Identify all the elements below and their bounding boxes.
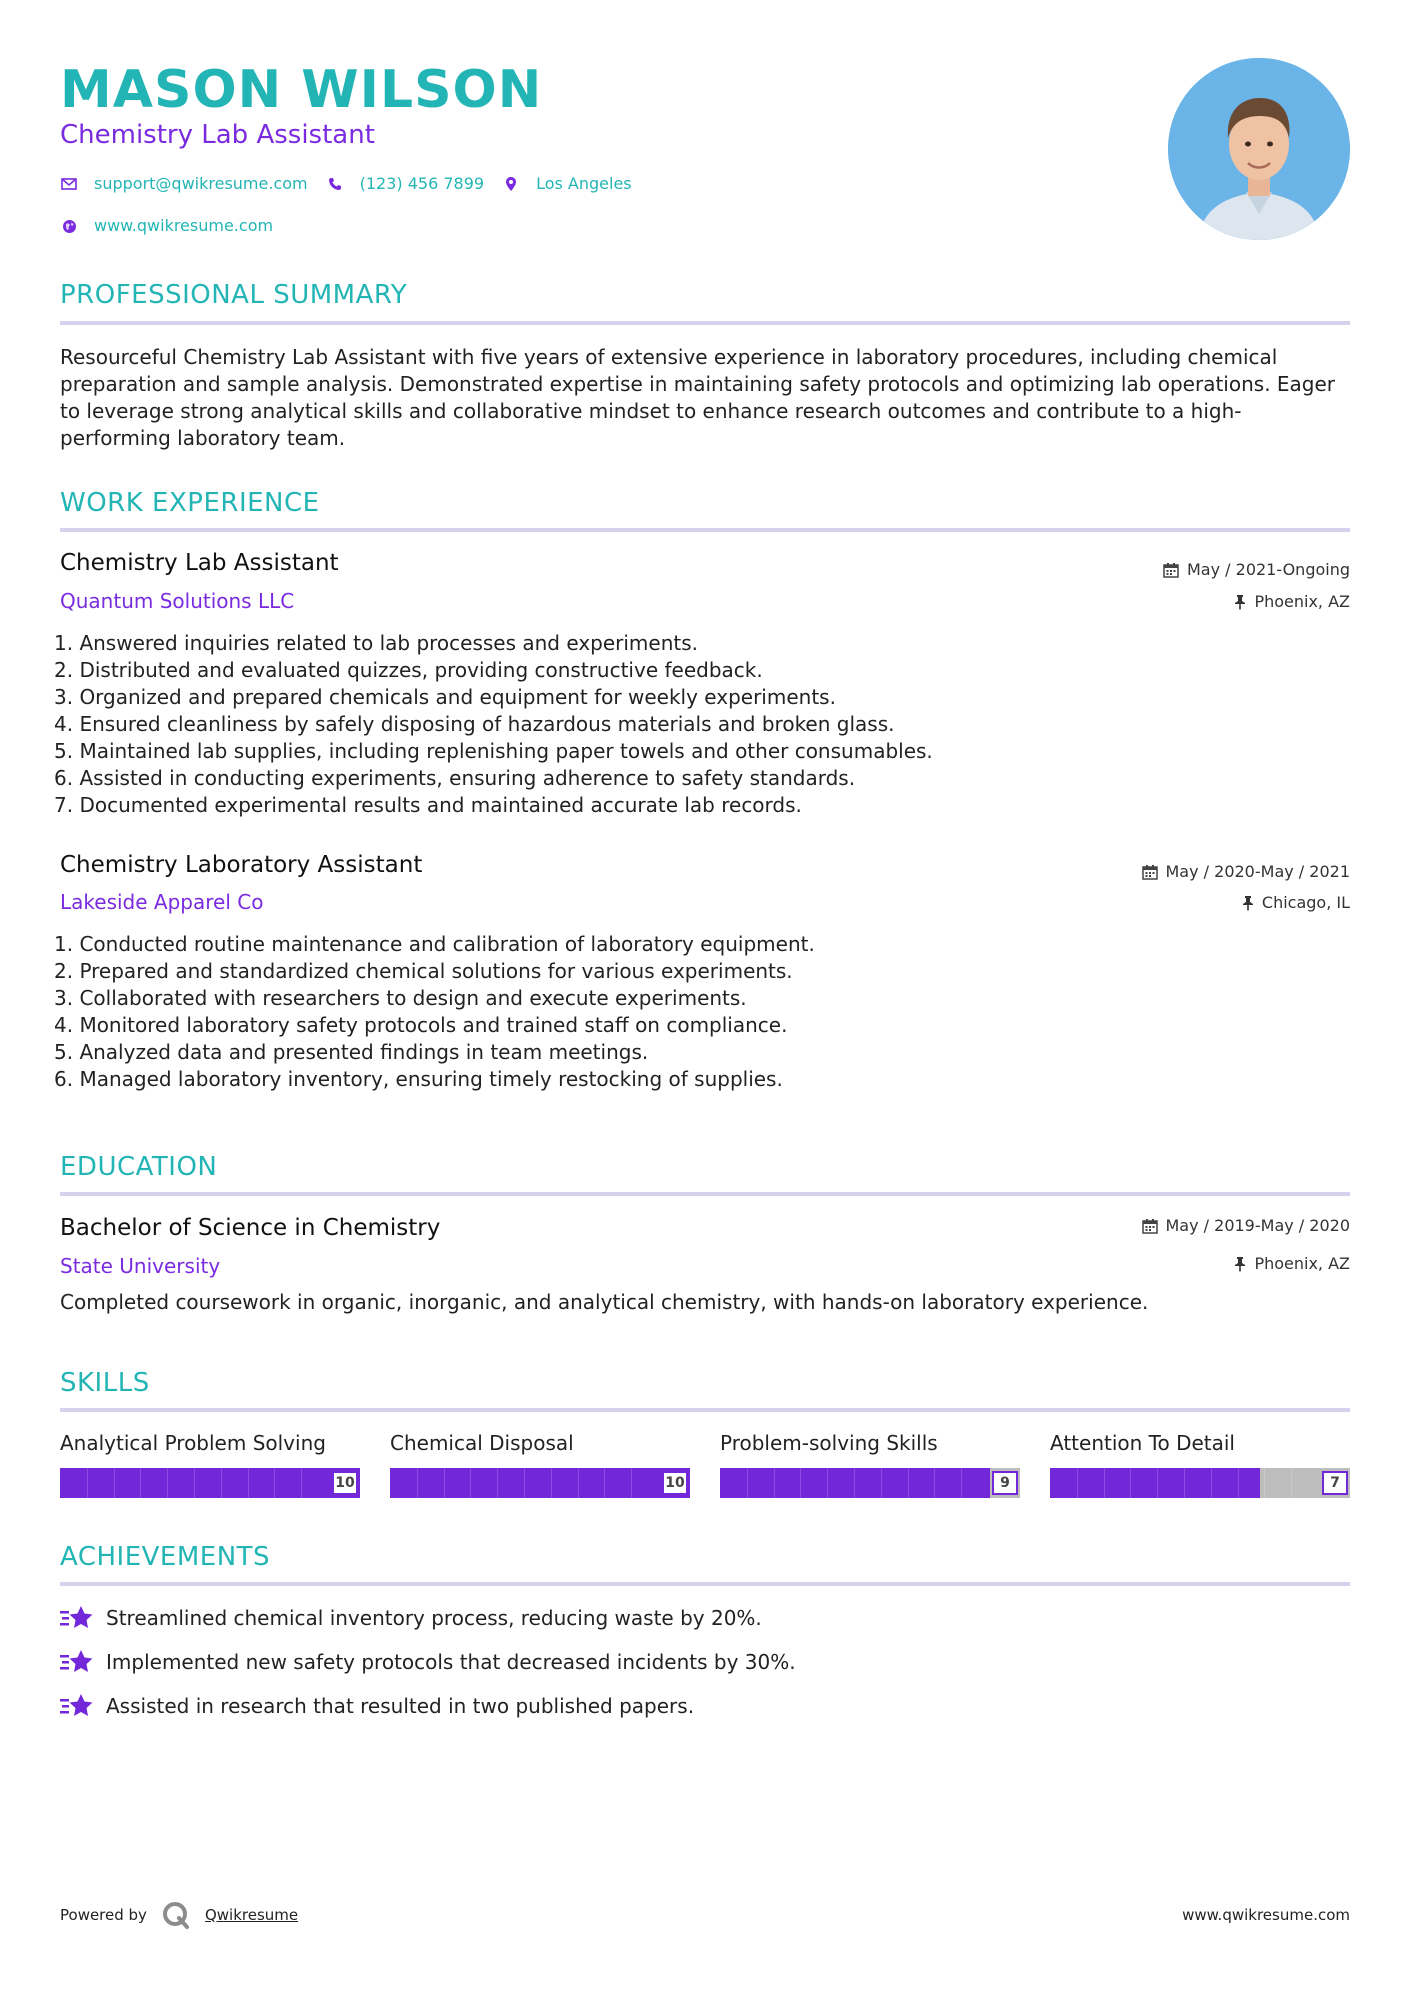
skill-bar-segment bbox=[167, 1468, 168, 1498]
skill-bar-segment bbox=[1157, 1468, 1158, 1498]
list-item: 1. Answered inquiries related to lab processes and experiments. bbox=[54, 631, 699, 655]
skills-divider bbox=[60, 1408, 1350, 1412]
achievement-text: Implemented new safety protocols that decreased incidents by 30%. bbox=[106, 1650, 796, 1674]
skills-heading: SKILLS bbox=[60, 1368, 150, 1398]
list-item: 4. Monitored laboratory safety protocols and trained staff on compliance. bbox=[54, 1013, 788, 1037]
skill-bar-segment bbox=[87, 1468, 88, 1498]
skill-bar-segment bbox=[470, 1468, 471, 1498]
skill-label: Attention To Detail bbox=[1050, 1431, 1235, 1455]
achievement-item bbox=[60, 1692, 694, 1720]
star-icon bbox=[60, 1692, 94, 1720]
job-bullets bbox=[54, 931, 1344, 1093]
footer-website-link[interactable]: www.qwikresume.com bbox=[1182, 1906, 1350, 1924]
skill-bar-segment bbox=[497, 1468, 498, 1498]
calendar-icon bbox=[1142, 1218, 1158, 1234]
globe-icon bbox=[60, 217, 78, 235]
experience-divider bbox=[60, 528, 1350, 532]
list-item: 6. Managed laboratory inventory, ensuring timely restocking of supplies. bbox=[54, 1067, 783, 1091]
contact-row-secondary bbox=[60, 215, 291, 237]
education-dates bbox=[1142, 1215, 1351, 1237]
skill-level-badge: 9 bbox=[992, 1471, 1018, 1495]
list-item: 5. Maintained lab supplies, including replenishing paper towels and other consumables. bbox=[54, 739, 933, 763]
skill-bar-segment bbox=[1264, 1468, 1265, 1498]
skill-level-badge: 10 bbox=[332, 1471, 358, 1495]
footer-powered-by bbox=[60, 1900, 298, 1930]
calendar-icon bbox=[1163, 562, 1179, 578]
envelope-icon bbox=[60, 175, 78, 193]
skill-bar-segment bbox=[417, 1468, 418, 1498]
skill-bar-segment bbox=[301, 1468, 302, 1498]
skill-bar-segment bbox=[908, 1468, 909, 1498]
job-title: Chemistry Laboratory Assistant bbox=[60, 852, 423, 878]
powered-by-label: Powered by bbox=[60, 1906, 147, 1924]
pushpin-icon bbox=[1242, 895, 1254, 911]
summary-text: Resourceful Chemistry Lab Assistant with five years of extensive experience in laboratory procedures, including chemical preparation and sample analysis. Demonstrated expertise in maintaining safety protocols and optimizing lab operations. Eager to leverage strong analytical skills and collaborative mindset to enhance research outcomes and contribute to a high-performing laboratory team. bbox=[60, 345, 1336, 450]
company-name: Lakeside Apparel Co bbox=[60, 890, 264, 914]
map-pin-icon bbox=[502, 175, 520, 193]
skill-bar-segment bbox=[1211, 1468, 1212, 1498]
location-text: Los Angeles bbox=[536, 174, 632, 193]
achievement-item bbox=[60, 1604, 762, 1632]
education-dates-text: May / 2019-May / 2020 bbox=[1165, 1216, 1350, 1235]
job-location bbox=[1234, 591, 1350, 613]
email-link[interactable]: support@qwikresume.com bbox=[94, 174, 308, 193]
list-item: 1. Conducted routine maintenance and calibration of laboratory equipment. bbox=[54, 932, 815, 956]
education-heading: EDUCATION bbox=[60, 1152, 218, 1182]
qwikresume-logo bbox=[161, 1900, 191, 1930]
education-location bbox=[1234, 1253, 1350, 1275]
company-name: Quantum Solutions LLC bbox=[60, 589, 295, 613]
summary-divider bbox=[60, 321, 1350, 325]
skill-bar-segment bbox=[1184, 1468, 1185, 1498]
skill-bar-segment bbox=[747, 1468, 748, 1498]
skill-bar-segment bbox=[140, 1468, 141, 1498]
skill-bar-segment bbox=[248, 1468, 249, 1498]
summary-heading: PROFESSIONAL SUMMARY bbox=[60, 280, 408, 310]
skill-bar-segment bbox=[1104, 1468, 1105, 1498]
skill-label: Problem-solving Skills bbox=[720, 1431, 938, 1455]
experience-heading: WORK EXPERIENCE bbox=[60, 488, 320, 518]
star-icon bbox=[60, 1648, 94, 1676]
skill-bar-segment bbox=[800, 1468, 801, 1498]
skill-bar-segment bbox=[1238, 1468, 1239, 1498]
pushpin-icon bbox=[1234, 594, 1246, 610]
skill-bar-segment bbox=[631, 1468, 632, 1498]
achievement-text: Assisted in research that resulted in two published papers. bbox=[106, 1694, 695, 1718]
skill-level-badge: 10 bbox=[662, 1471, 688, 1495]
skill-bar-segment bbox=[934, 1468, 935, 1498]
job-bullets bbox=[54, 630, 1344, 819]
calendar-icon bbox=[1142, 864, 1158, 880]
list-item: 7. Documented experimental results and maintained accurate lab records. bbox=[54, 793, 802, 817]
list-item: 2. Prepared and standardized chemical solutions for various experiments. bbox=[54, 959, 793, 983]
skill-bar bbox=[720, 1468, 1020, 1498]
skill-bar-fill bbox=[60, 1468, 360, 1498]
education-description: Completed coursework in organic, inorganic, and analytical chemistry, with hands-on laboratory experience. bbox=[60, 1290, 1149, 1314]
skill-bar bbox=[60, 1468, 360, 1498]
profile-photo bbox=[1168, 58, 1350, 240]
list-item: 6. Assisted in conducting experiments, ensuring adherence to safety standards. bbox=[54, 766, 856, 790]
phone-text[interactable]: (123) 456 7899 bbox=[359, 174, 485, 193]
job-location-text: Chicago, IL bbox=[1261, 893, 1350, 912]
skill-bar bbox=[1050, 1468, 1350, 1498]
job-dates bbox=[1142, 861, 1351, 883]
job-location bbox=[1242, 892, 1350, 914]
qwikresume-link[interactable]: Qwikresume bbox=[204, 1906, 299, 1924]
education-location-text: Phoenix, AZ bbox=[1254, 1254, 1350, 1273]
candidate-role: Chemistry Lab Assistant bbox=[60, 120, 375, 150]
skill-bar bbox=[390, 1468, 690, 1498]
achievements-divider bbox=[60, 1582, 1350, 1586]
skill-bar-segment bbox=[524, 1468, 525, 1498]
skill-bar-segment bbox=[1291, 1468, 1292, 1498]
education-divider bbox=[60, 1192, 1350, 1196]
skill-bar-segment bbox=[774, 1468, 775, 1498]
star-icon bbox=[60, 1604, 94, 1632]
skill-bar-segment bbox=[444, 1468, 445, 1498]
skill-bar-segment bbox=[194, 1468, 195, 1498]
skill-bar-segment bbox=[221, 1468, 222, 1498]
skill-bar-segment bbox=[604, 1468, 605, 1498]
candidate-name: MASON WILSON bbox=[60, 60, 543, 120]
skill-bar-segment bbox=[114, 1468, 115, 1498]
skill-bar-segment bbox=[1077, 1468, 1078, 1498]
achievement-item bbox=[60, 1648, 796, 1676]
skill-bar-fill bbox=[1050, 1468, 1260, 1498]
skill-level-badge: 7 bbox=[1322, 1471, 1348, 1495]
skill-bar-segment bbox=[827, 1468, 828, 1498]
pushpin-icon bbox=[1234, 1256, 1246, 1272]
skill-bar-segment bbox=[274, 1468, 275, 1498]
skill-bar-segment bbox=[961, 1468, 962, 1498]
list-item: 2. Distributed and evaluated quizzes, providing constructive feedback. bbox=[54, 658, 763, 682]
skill-bar-segment bbox=[854, 1468, 855, 1498]
contact-row-primary bbox=[60, 173, 650, 195]
job-dates-text: May / 2020-May / 2021 bbox=[1165, 862, 1350, 881]
job-dates bbox=[1163, 559, 1350, 581]
job-dates-text: May / 2021-Ongoing bbox=[1187, 560, 1350, 579]
school-name: State University bbox=[60, 1254, 221, 1278]
job-title: Chemistry Lab Assistant bbox=[60, 550, 339, 576]
job-location-text: Phoenix, AZ bbox=[1254, 592, 1350, 611]
phone-icon bbox=[326, 175, 344, 193]
skill-bar-fill bbox=[720, 1468, 990, 1498]
achievement-text: Streamlined chemical inventory process, reducing waste by 20%. bbox=[106, 1606, 762, 1630]
skill-label: Chemical Disposal bbox=[390, 1431, 574, 1455]
skill-label: Analytical Problem Solving bbox=[60, 1431, 326, 1455]
skill-bar-fill bbox=[390, 1468, 690, 1498]
list-item: 5. Analyzed data and presented findings in team meetings. bbox=[54, 1040, 649, 1064]
degree-title: Bachelor of Science in Chemistry bbox=[60, 1215, 441, 1241]
list-item: 3. Organized and prepared chemicals and equipment for weekly experiments. bbox=[54, 685, 836, 709]
website-link[interactable]: www.qwikresume.com bbox=[94, 216, 274, 235]
skill-bar-segment bbox=[551, 1468, 552, 1498]
skill-bar-segment bbox=[578, 1468, 579, 1498]
skill-bar-segment bbox=[881, 1468, 882, 1498]
list-item: 4. Ensured cleanliness by safely disposing of hazardous materials and broken glass. bbox=[54, 712, 895, 736]
achievements-heading: ACHIEVEMENTS bbox=[60, 1542, 271, 1572]
skill-bar-segment bbox=[1130, 1468, 1131, 1498]
list-item: 3. Collaborated with researchers to design and execute experiments. bbox=[54, 986, 747, 1010]
